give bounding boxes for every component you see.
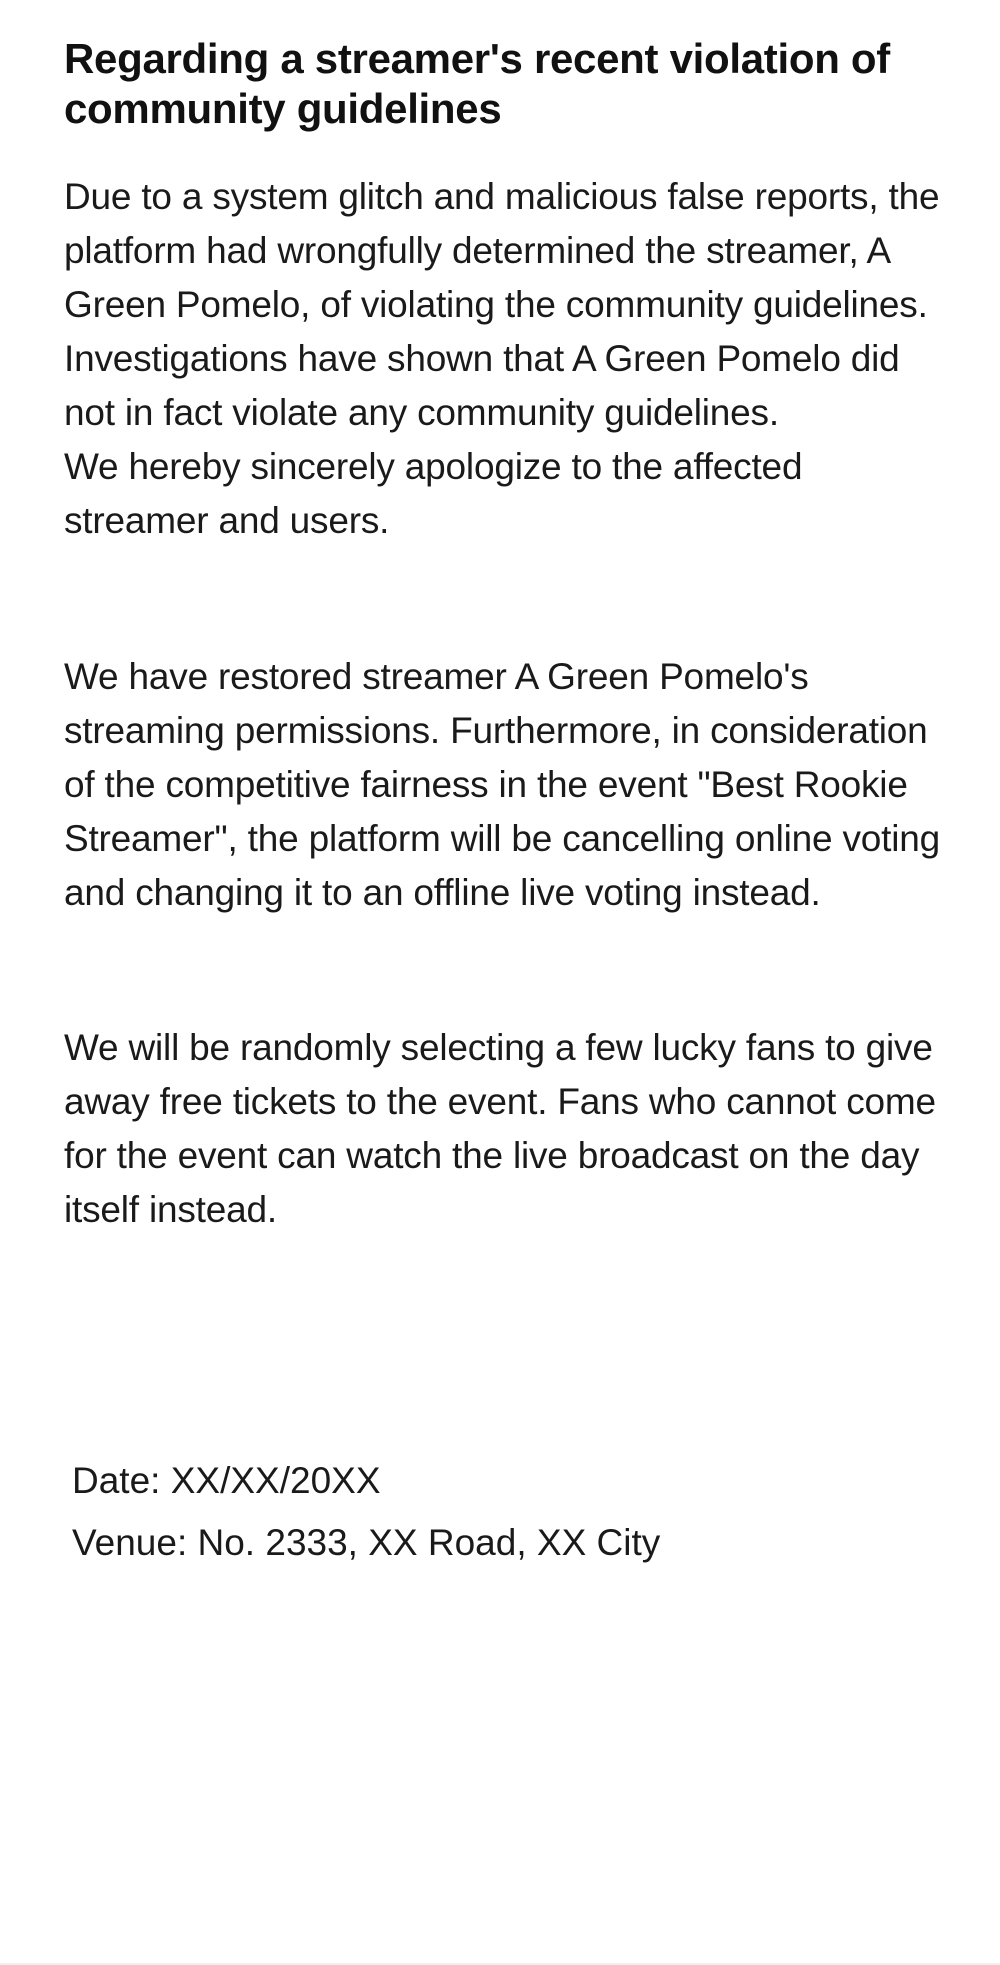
event-details — [72, 1450, 932, 1574]
apology-paragraph: We hereby sincerely apologize to the affected streamer and users. — [64, 446, 803, 541]
ticket-giveaway-paragraph: We will be randomly selecting a few lucky fans to give away free tickets to the event. Fans who cannot come for the event can watch the live broadcast on the day itself instead. — [64, 1027, 936, 1230]
announcement-body — [64, 170, 944, 1237]
event-venue: Venue: No. 2333, XX Road, XX City — [72, 1522, 661, 1563]
announcement-title: Regarding a streamer's recent violation of community guidelines — [64, 35, 890, 132]
event-date: Date: XX/XX/20XX — [72, 1460, 381, 1501]
restoration-paragraph: We have restored streamer A Green Pomelo's streaming permissions. Furthermore, in consideration of the competitive fairness in the event "Best Rookie Streamer", the platform will be cancelling online voting and changing it to an offline live voting instead. — [64, 656, 940, 913]
correction-paragraph: Due to a system glitch and malicious false reports, the platform had wrongfully determined the streamer, A Green Pomelo, of violating the community guidelines. Investigations have shown that A Green Pomelo did not in fact violate any community guidelines. — [64, 176, 940, 433]
announcement — [64, 34, 944, 1237]
